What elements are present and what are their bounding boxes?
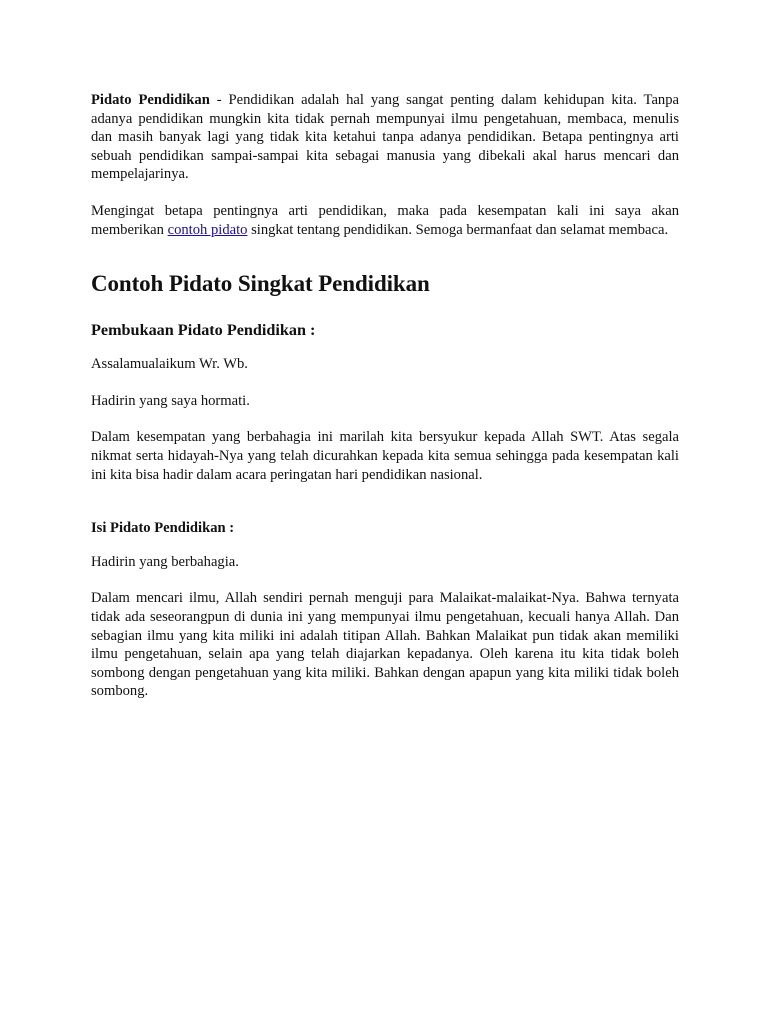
body-address: Hadirin yang berbahagia. (91, 553, 239, 570)
document-page (91, 91, 679, 701)
intro-lead: Pidato Pendidikan (91, 92, 210, 108)
contoh-pidato-link[interactable]: contoh pidato (167, 221, 248, 238)
intro2-before: Mengingat betapa pentingnya arti pendidikan, maka pada kesempatan kali ini saya akan memberikan (91, 202, 679, 238)
opening-paragraph: Dalam kesempatan yang berbahagia ini marilah kita bersyukur kepada Allah SWT. Atas segala nikmat serta hidayah-Nya yang telah dicurahkan kepada kita semua sehingga pada kesempatan kali ini kita bisa hadir dalam acara peringatan hari pendidikan nasional. (91, 429, 679, 483)
body-paragraph: Dalam mencari ilmu, Allah sendiri pernah menguji para Malaikat-malaikat-Nya. Bahwa ternyata tidak ada seseorangpun di dunia ini yang mempunyai ilmu pengetahuan, kecuali hanya Allah. Dan sebagian ilmu yang kita miliki ini adalah titipan Allah. Bahkan Malaikat pun tidak akan memiliki ilmu pengetahuan, selain apa yang telah diajarkan kepadanya. Oleh karena itu kita tidak boleh sombong dengan pengetahuan yang kita miliki. Bahkan dengan apapun yang kita miliki tidak boleh sombong. (91, 590, 679, 700)
opening-address: Hadirin yang saya hormati. (91, 392, 250, 409)
intro-text: - Pendidikan adalah hal yang sangat penting dalam kehidupan kita. Tanpa adanya pendidikan mungkin kita tidak pernah mempunyai ilmu pengetahuan, membaca, menulis dan masih banyak lagi yang tidak kita ketahui tanpa adanya pendidikan. Betapa pentingnya arti sebuah pendidikan sampai-sampai kita sebagai manusia yang dibekali akal harus mencari dan mempelajarinya. (91, 92, 679, 183)
opening-heading: Pembukaan Pidato Pendidikan : (91, 321, 316, 340)
body-heading: Isi Pidato Pendidikan : (91, 520, 235, 537)
opening-greeting: Assalamualaikum Wr. Wb. (91, 356, 248, 373)
intro2-paragraph (91, 202, 679, 239)
page-title: Contoh Pidato Singkat Pendidikan (91, 271, 430, 297)
intro2-after: singkat tentang pendidikan. Semoga bermanfaat dan selamat membaca. (247, 221, 669, 238)
intro-paragraph (91, 91, 679, 184)
